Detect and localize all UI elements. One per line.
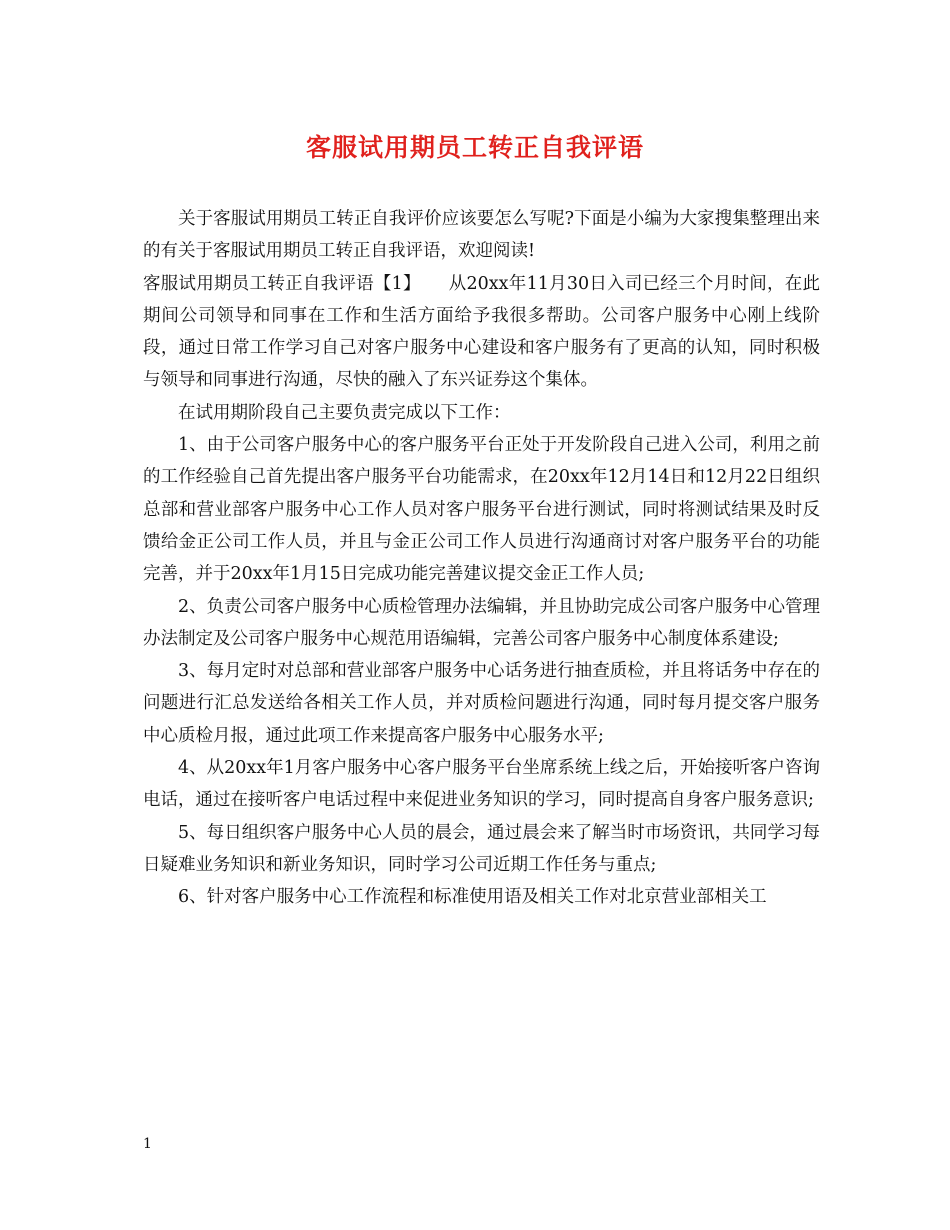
document-body <box>143 203 820 914</box>
section-heading: 客服试用期员工转正自我评语【1】 <box>143 273 421 294</box>
list-item-paragraph: 1、由于公司客户服务中心的客户服务平台正处于开发阶段自己进入公司，利用之前的工作经验自己首先提出客户服务平台功能需求，在20xx年12月14日和12月22日组织总部和营业部客户服务中心工作人员对客户服务平台进行测试，同时将测试结果及时反馈给金正公司工作人员，并且与金正公司工作人员进行沟通商讨对客户服务平台的功能完善，并于20xx年1月15日完成功能完善建议提交金正工作人员; <box>143 435 820 585</box>
list-item-paragraph: 5、每日组织客户服务中心人员的晨会，通过晨会来了解当时市场资讯，共同学习每日疑难业务知识和新业务知识，同时学习公司近期工作任务与重点; <box>143 822 820 875</box>
list-item-paragraph: 3、每月定时对总部和营业部客户服务中心话务进行抽查质检，并且将话务中存在的问题进行汇总发送给各相关工作人员，并对质检问题进行沟通，同时每月提交客户服务中心质检月报，通过此项工作来提高客户服务中心服务水平; <box>143 661 820 746</box>
intro-paragraph: 关于客服试用期员工转正自我评价应该要怎么写呢?下面是小编为大家搜集整理出来的有关于客服试用期员工转正自我评语，欢迎阅读! <box>143 209 820 262</box>
section-opening-text: 从20xx年11月30日入司已经三个月时间，在此期间公司领导和同事在工作和生活方面给予我很多帮助。公司客户服务中心刚上线阶段，通过日常工作学习自己对客户服务中心建设和客户服务有了更高的认知，同时积极与领导和同事进行沟通，尽快的融入了东兴证券这个集体。 <box>143 273 820 391</box>
page-number: 1 <box>143 1136 152 1152</box>
section-paragraph <box>143 268 820 397</box>
list-intro-paragraph: 在试用期阶段自己主要负责完成以下工作： <box>178 402 511 423</box>
list-item-paragraph: 4、从20xx年1月客户服务中心客户服务平台坐席系统上线之后，开始接听客户咨询电话，通过在接听客户电话过程中来促进业务知识的学习，同时提高自身客户服务意识; <box>143 758 820 811</box>
document-title: 客服试用期员工转正自我评语 <box>305 133 644 162</box>
list-item-paragraph: 2、负责公司客户服务中心质检管理办法编辑，并且协助完成公司客户服务中心管理办法制定及公司客户服务中心规范用语编辑，完善公司客户服务中心制度体系建设; <box>143 596 820 649</box>
list-item-paragraph: 6、针对客户服务中心工作流程和标准使用语及相关工作对北京营业部相关工 <box>178 887 767 908</box>
